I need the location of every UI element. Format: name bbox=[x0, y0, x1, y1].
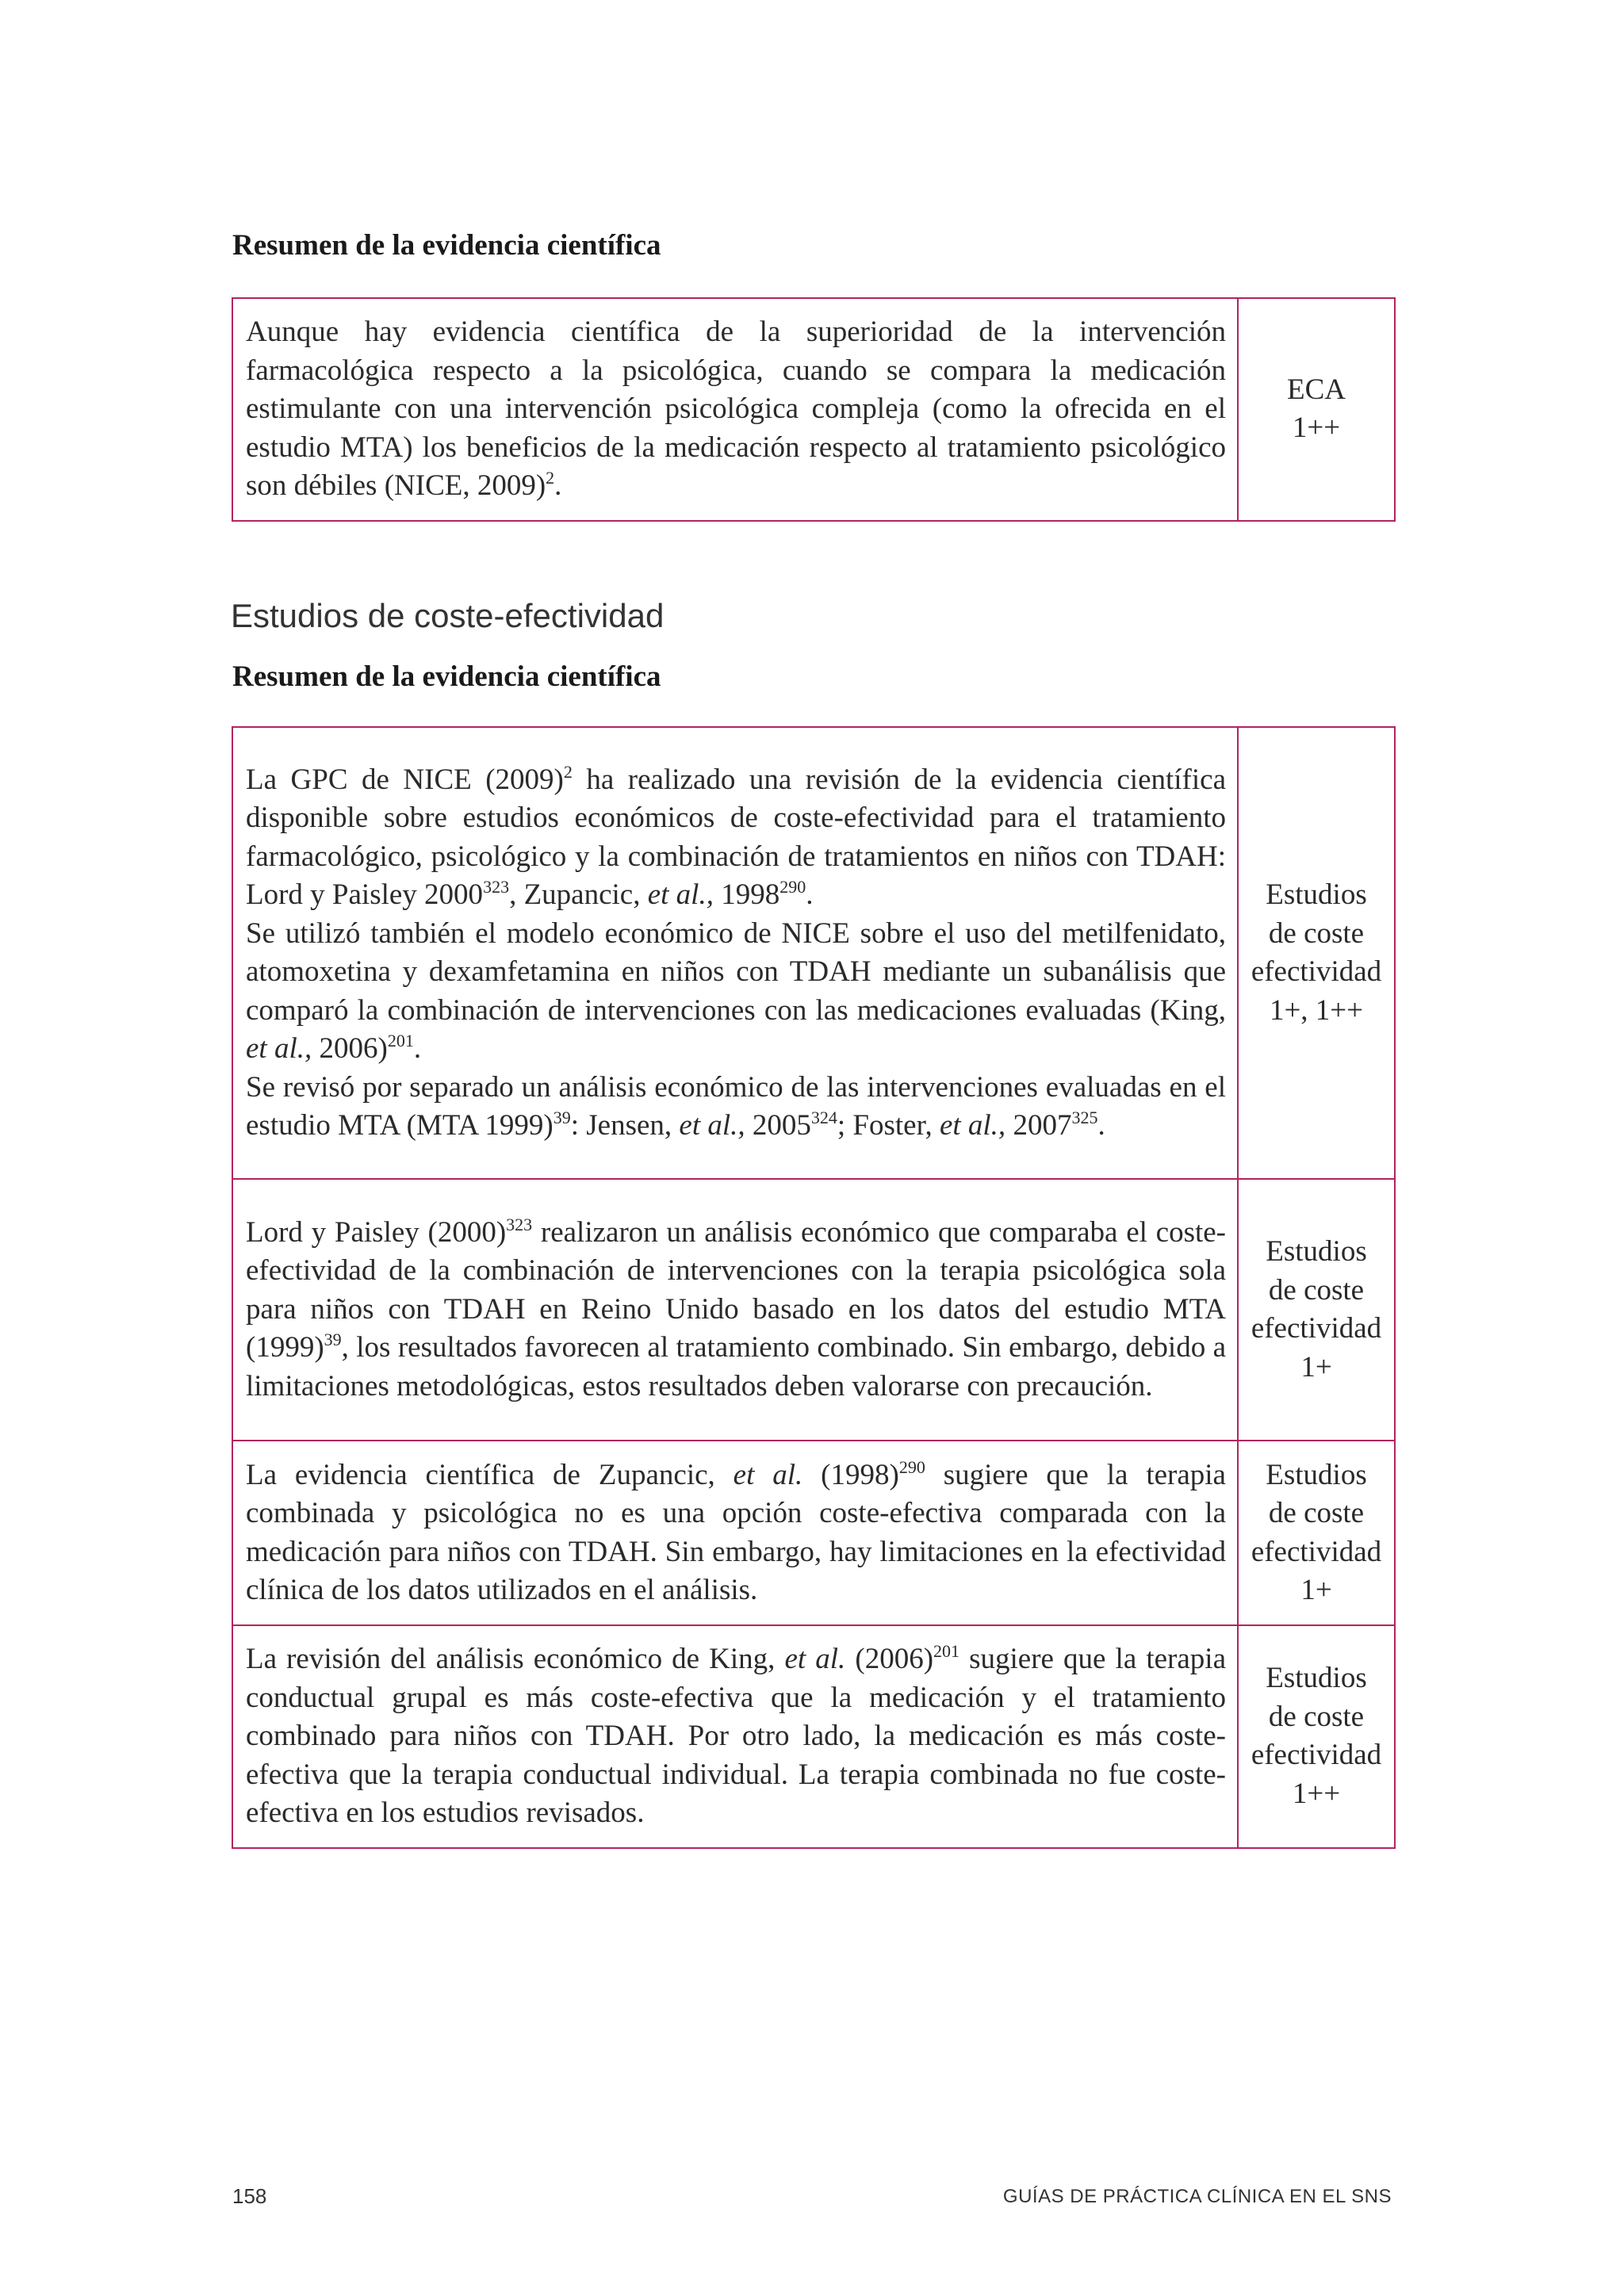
evidence-row bbox=[232, 1179, 1395, 1441]
evidence-summary-heading-2: Resumen de la evidencia científica bbox=[232, 660, 661, 693]
citation-ref: 325 bbox=[1071, 1108, 1098, 1127]
running-footer: GUÍAS DE PRÁCTICA CLÍNICA EN EL SNS bbox=[1002, 2186, 1392, 2207]
citation-ref: 290 bbox=[779, 877, 806, 897]
evidence-text: Lord y Paisley $(2000)^{323}$ realizaron un análisis económico que comparaba el coste-efectividad de la combinación de intervenciones con la terapia psicológica sola para niños con TDAH en Reino Unido basado en los datos del estudio MTA $(1999)^{39}$, los resultados favorecen al tratamiento combinado. Sin embargo, debido a limitaciones metodológicas, estos resultados deben valorarse con precaución. bbox=[232, 1179, 1238, 1441]
evidence-text: La revisión del análisis económico de King, et al. $(2006)^{201}$ sugiere que la terapia conductual grupal es más coste-efectiva que la medicación y el tratamiento combinado para niños con TDAH. Por otro lado, la medicación es más coste-efectiva que la terapia conductual individual. La terapia combinada no fue coste-efectiva en los estudios revisados. bbox=[232, 1625, 1238, 1848]
citation-ref: 2 bbox=[546, 468, 555, 488]
evidence-summary-heading: Resumen de la evidencia científica bbox=[232, 229, 661, 262]
evidence-text: La GPC de NICE $(2009)^2$ ha realizado una revisión de la evidencia científica disponible sobre estudios económicos de coste-efectividad para el tratamiento farmacológico, psicológico y la combinación de tratamientos en niños con TDAH: Lord y Paisley 2000$^{323}$, Zupancic, et al., 1998$^{290}$. Se utilizó también el modelo económico de NICE sobre el uso del metilfenidato, atomoxetina y dexamfetamina en niños con TDAH mediante un subanálisis que comparó la combinación de intervenciones con las medicaciones evaluadas (King, et al., 2006)$^{201}$. Se revisó por separado un análisis económico de las intervenciones evaluadas en el estudio MTA (MTA 1999)$^{39}$: Jensen, et al., 2005$^{324}$; Foster, et al., 2007$^{325}$. bbox=[232, 727, 1238, 1179]
evidence-text: La evidencia científica de Zupancic, et al. $(1998)^{290}$ sugiere que la terapia combinada y psicológica no es una opción coste-efectiva comparada con la medicación para niños con TDAH. Sin embargo, hay limitaciones en la efectividad clínica de los datos utilizados en el análisis. bbox=[232, 1441, 1238, 1625]
evidence-level: Estudios de coste efectividad 1+, 1++ bbox=[1238, 727, 1395, 1179]
evidence-table-1 bbox=[232, 297, 1396, 522]
citation-ref: 39 bbox=[324, 1330, 342, 1350]
evidence-level: Estudios de coste efectividad 1+ bbox=[1238, 1179, 1395, 1441]
evidence-level: Estudios de coste efectividad 1++ bbox=[1238, 1625, 1395, 1848]
evidence-row bbox=[232, 727, 1395, 1179]
citation-ref: 2 bbox=[563, 761, 573, 782]
citation-ref: 201 bbox=[387, 1031, 414, 1050]
evidence-row bbox=[232, 298, 1395, 521]
evidence-level: ECA 1++ bbox=[1238, 298, 1395, 521]
citation-ref: 323 bbox=[506, 1214, 533, 1234]
page-number: 158 bbox=[232, 2184, 267, 2208]
evidence-table-2 bbox=[232, 726, 1396, 1849]
citation-ref: 323 bbox=[483, 877, 510, 897]
citation-ref: 290 bbox=[898, 1456, 925, 1477]
evidence-level: Estudios de coste efectividad 1+ bbox=[1238, 1441, 1395, 1625]
evidence-text: Aunque hay evidencia científica de la superioridad de la intervención farmacológica respecto a la psicológica, cuando se compara la medicación estimulante con una intervención psicológica compleja (como la ofrecida en el estudio MTA) los beneficios de la medicación respecto al tratamiento psicológico son débiles (NICE, 2009)$^2$. bbox=[232, 298, 1238, 521]
citation-ref: 39 bbox=[553, 1108, 571, 1127]
evidence-row bbox=[232, 1625, 1395, 1848]
cost-effectiveness-title: Estudios de coste-efectividad bbox=[231, 597, 665, 634]
citation-ref: 201 bbox=[933, 1641, 960, 1661]
evidence-row bbox=[232, 1441, 1395, 1625]
citation-ref: 324 bbox=[810, 1108, 837, 1127]
